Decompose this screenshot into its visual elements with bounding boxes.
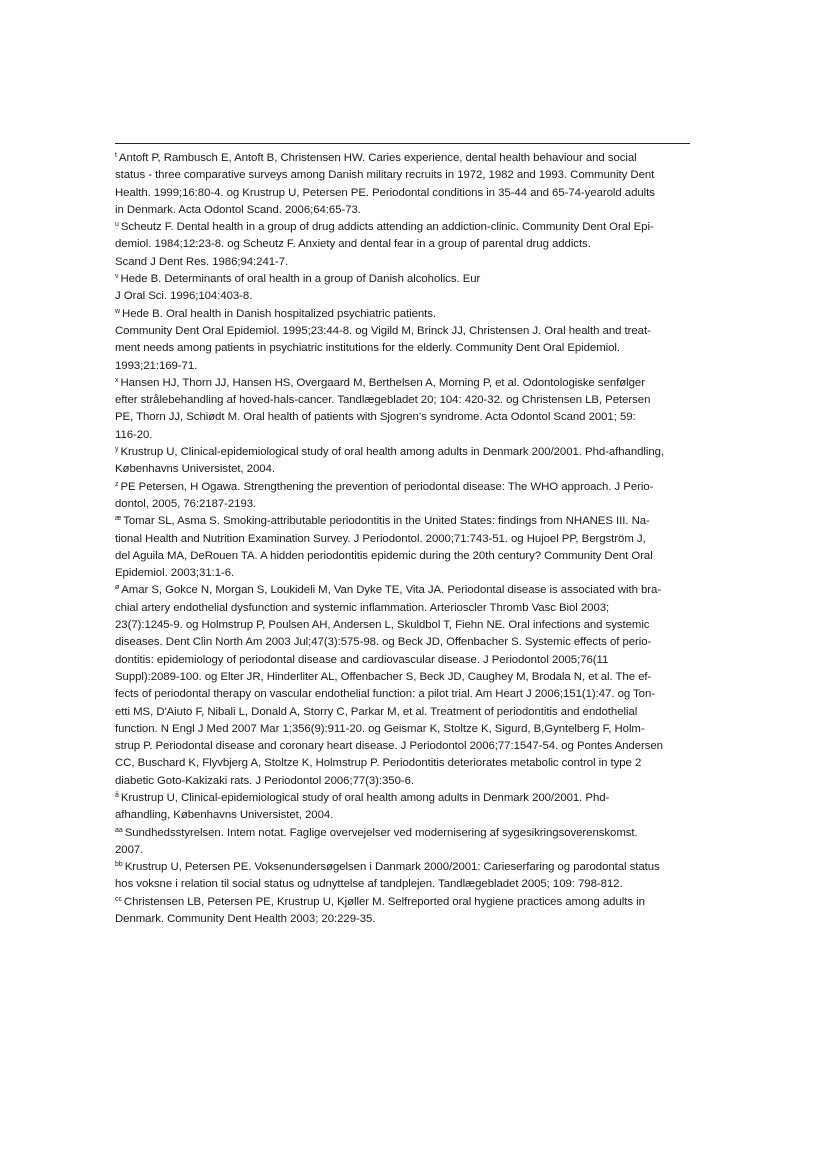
footnote-text: Amar S, Gokce N, Morgan S, Loukideli M, Van Dyke TE, Vita JA. Periodontal disease is associated with bra-	[121, 584, 662, 597]
footnote-marker: å	[115, 791, 119, 799]
footnote-line	[115, 479, 695, 496]
footnote-line: efter strålebehandling af hoved-hals-cancer. Tandlægebladet 20; 104: 420-32. og Christensen LB, Petersen	[115, 394, 651, 407]
footnote-line: CC, Buschard K, Flyvbjerg A, Stoltze K, Holmstrup P. Periodontitis deteriorates metabolic control in type 2	[115, 757, 642, 770]
footnote-line	[115, 582, 695, 599]
footnote-marker: cc	[115, 895, 122, 903]
footnote-line	[115, 444, 695, 461]
footnote-line: afhandling, Københavns Universistet, 2004.	[115, 809, 334, 822]
footnote-v	[115, 271, 695, 306]
footnote-line	[115, 894, 695, 911]
footnote-aa	[115, 825, 695, 860]
footnote-text: Krustrup U, Clinical-epidemiological study of oral health among adults in Denmark 200/2001. Phd-	[120, 791, 610, 804]
footnote-line: del Aguila MA, DeRouen TA. A hidden periodontitis epidemic during the 20th century? Community Dent Oral	[115, 549, 653, 562]
footnote-text: Hansen HJ, Thorn JJ, Hansen HS, Overgaard M, Berthelsen A, Morning P, et al. Odontologiske senfølger	[120, 376, 645, 389]
footnote-marker: x	[115, 376, 119, 384]
footnote-line: hos voksne i relation til social status og udnyttelse af tandplejen. Tandlægebladet 2005; 109: 798-812.	[115, 878, 623, 891]
footnote-marker: æ	[115, 515, 122, 523]
footnote-line	[115, 513, 695, 530]
footnote-line: J Oral Sci. 1996;104:403-8.	[115, 290, 253, 303]
footnote-marker: u	[115, 221, 119, 229]
footnote-line: Community Dent Oral Epidemiol. 1995;23:44-8. og Vigild M, Brinck JJ, Christensen J. Oral health and treat-	[115, 324, 651, 337]
footnote-line: etti MS, D'Aiuto F, Nibali L, Donald A, Storry C, Parkar M, et al. Treatment of periodontitis and endothelial	[115, 705, 638, 718]
footnote-line: Health. 1999;16:80-4. og Krustrup U, Petersen PE. Periodontal conditions in 35-44 and 65-74-yearold adults	[115, 186, 655, 199]
footnote-line	[115, 825, 695, 842]
footnote-text: Krustrup U, Petersen PE. Voksenundersøgelsen i Danmark 2000/2001: Carieserfaring og parodontal status	[124, 861, 660, 874]
footnote-text: Antoft P, Rambusch E, Antoft B, Christensen HW. Caries experience, dental health behaviour and social	[118, 152, 637, 164]
footnote-t	[115, 150, 695, 219]
footnote-line: 116-20.	[115, 428, 153, 441]
footnote-line	[115, 219, 695, 236]
footnote-line: in Denmark. Acta Odontol Scand. 2006;64:65-73.	[115, 203, 361, 216]
footnote-marker: bb	[115, 861, 123, 869]
footnote-text: Sundhedsstyrelsen. Intem notat. Faglige overvejelser ved modernisering af sygesikringsoverenskomst.	[124, 826, 638, 839]
footnote-separator-rule	[115, 143, 690, 144]
footnote-line: diseases. Dent Clin North Am 2003 Jul;47(3):575-98. og Beck JD, Offenbacher S. Systemic effects of perio-	[115, 636, 652, 649]
footnote-text: Hede B. Determinants of oral health in a group of Danish alcoholics. Eur	[120, 273, 481, 286]
footnote-text: Tomar SL, Asma S. Smoking-attributable periodontitis in the United States: findings from NHANES III. Na-	[123, 515, 650, 528]
footnote-aa-ring	[115, 790, 695, 825]
footnote-line: function. N Engl J Med 2007 Mar 1;356(9):911-20. og Geismar K, Stoltze K, Sigurd, B,Gyntelberg F, Holm-	[115, 722, 645, 735]
footnote-text: Krustrup U, Clinical-epidemiological study of oral health among adults in Denmark 200/2001. Phd-afhandling,	[120, 446, 665, 459]
footnote-line: ment needs among patients in psychiatric institutions for the elderly. Community Dent Oral Epidemiol.	[115, 342, 621, 355]
footnote-line: Scand J Dent Res. 1986;94:241-7.	[115, 255, 289, 268]
footnote-bb	[115, 859, 695, 894]
footnote-marker: v	[115, 273, 119, 281]
footnote-line: dontol, 2005, 76:2187-2193.	[115, 497, 257, 510]
footnote-line: Københavns Universistet, 2004.	[115, 463, 275, 476]
footnote-oe	[115, 582, 695, 790]
footnote-line: strup P. Periodontal disease and coronary heart disease. J Periodontol 2006;77:1547-54. og Pontes Andersen	[115, 740, 663, 753]
footnote-line: dontitis: epidemiology of periodontal disease and cardiovascular disease. J Periodontol 2005;76(11	[115, 653, 609, 666]
footnote-line: demiol. 1984;12:23-8. og Scheutz F. Anxiety and dental fear in a group of parental drug addicts.	[115, 238, 591, 251]
footnote-line: 23(7):1245-9. og Holmstrup P, Poulsen AH, Andersen L, Skuldbol T, Fiehn NE. Oral infections and systemic	[115, 619, 650, 632]
footnote-line: tional Health and Nutrition Examination Survey. J Periodontol. 2000;71:743-51. og Hujoel PP, Bergström J,	[115, 532, 646, 545]
footnote-line	[115, 859, 695, 876]
footnote-line: Denmark. Community Dent Health 2003; 20:229-35.	[115, 913, 376, 926]
footnote-line: diabetic Goto-Kakizaki rats. J Periodontol 2006;77(3):350-6.	[115, 774, 415, 787]
footnote-line	[115, 306, 695, 323]
footnote-line	[115, 375, 695, 392]
footnote-marker: ø	[115, 584, 120, 592]
footnote-line	[115, 790, 695, 807]
footnote-ae	[115, 513, 695, 582]
footnotes-section	[115, 150, 695, 928]
footnote-text: Scheutz F. Dental health in a group of drug addicts attending an addiction-clinic. Community Dent Oral Epi-	[120, 221, 654, 234]
footnote-marker: y	[115, 446, 119, 454]
footnote-w	[115, 306, 695, 375]
footnote-line: 1993;21:169-71.	[115, 359, 198, 372]
footnote-marker: t	[115, 152, 117, 159]
footnote-line: status - three comparative surveys among Danish military recruits in 1972, 1982 and 1993. Community Dent	[115, 169, 655, 182]
footnote-line: Suppl):2089-100. og Elter JR, Hinderliter AL, Offenbacher S, Beck JD, Caughey M, Brodala N, et al. The ef-	[115, 670, 652, 683]
footnote-line	[115, 271, 695, 288]
footnote-line: fects of periodontal therapy on vascular endothelial function: a pilot trial. Am Heart J 2006;151(1):47. og Ton-	[115, 688, 655, 701]
footnote-marker: aa	[115, 826, 123, 834]
footnote-y	[115, 444, 695, 479]
footnote-text: Hede B. Oral health in Danish hospitalized psychiatric patients.	[122, 307, 437, 320]
footnote-marker: z	[115, 480, 119, 488]
footnote-line: 2007.	[115, 843, 144, 856]
footnote-line: chial artery endothelial dysfunction and systemic inflammation. Arterioscler Thromb Vasc Biol 2003;	[115, 601, 610, 614]
footnote-cc	[115, 894, 695, 929]
footnote-z	[115, 479, 695, 514]
footnote-marker: w	[115, 307, 121, 315]
footnote-text: PE Petersen, H Ogawa. Strengthening the prevention of periodontal disease: The WHO approach. J Perio-	[120, 480, 654, 493]
footnote-line: Epidemiol. 2003;31:1-6.	[115, 567, 235, 580]
footnote-u	[115, 219, 695, 271]
footnote-text: Christensen LB, Petersen PE, Krustrup U, Kjøller M. Selfreported oral hygiene practices among adults in	[123, 895, 645, 908]
footnote-line: PE, Thorn JJ, Schiødt M. Oral health of patients with Sjogren’s syndrome. Acta Odontol Scand 2001; 59:	[115, 411, 636, 424]
footnote-line	[115, 150, 695, 167]
footnote-x	[115, 375, 695, 444]
